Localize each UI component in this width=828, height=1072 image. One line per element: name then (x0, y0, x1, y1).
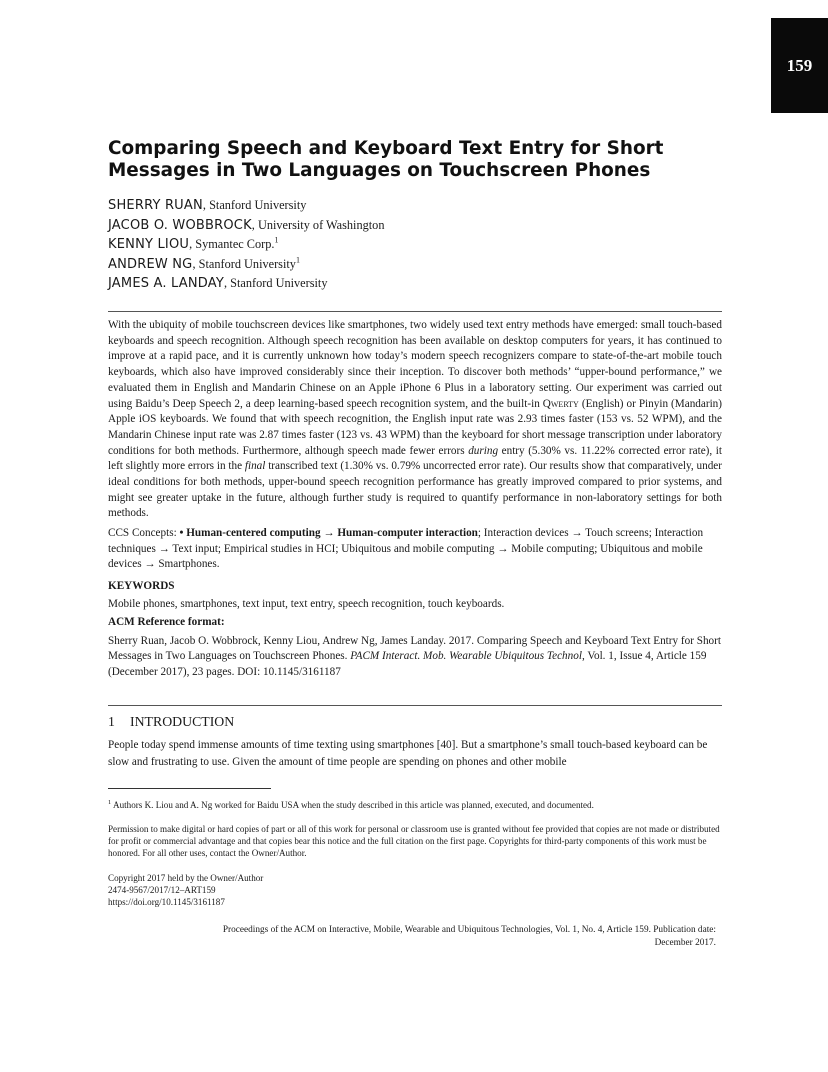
abstract-bottom-rule (108, 705, 722, 706)
author-affiliation: , Stanford University (192, 256, 296, 271)
author-affiliation: , Stanford University (202, 198, 307, 212)
author-name: SHERRY RUAN (108, 198, 203, 213)
author-name: KENNY LIOU (108, 237, 190, 253)
section-heading (108, 714, 234, 730)
ccs-rest: ; Interaction devices → Touch screens; Interaction techniques → Text input; Empirical studies in HCI; Ubiquitous and mobile computing → Mobile computing; Ubiquitous and mobile devices → Smartphones. (108, 527, 704, 571)
proceedings-date: December 2017. (654, 937, 716, 948)
author-affiliation: , Symantec Corp. (189, 237, 275, 252)
copyright-block (108, 872, 722, 908)
section-number: 1 (108, 714, 115, 729)
footnote (108, 797, 722, 811)
footnote-marker: 1 (295, 255, 300, 265)
keywords-text: Mobile phones, smartphones, text input, text entry, speech recognition, touch keyboards. (108, 598, 505, 610)
author-list (108, 196, 708, 294)
reference-journal: PACM Interact. Mob. Wearable Ubiquitous Technol, (350, 650, 585, 663)
author-affiliation: , Stanford University (224, 276, 328, 291)
abstract-text: With the ubiquity of mobile touchscreen devices like smartphones, two widely used text entry methods have emerged: small touch-based keyboards and speech recognition. Although speech recognition has been available on desktop computers for years, it has continued to improve at a rapid pace, and it is currently unknown how today’s modern speech recognizers compare to state-of-the-art mobile touch keyboards, which also have improved considerably since their inception. To discover both methods’ “upper-bound performance,” we evaluated them in English and Mandarin Chinese on an Apple iPhone 6 Plus in a laboratory setting. Our experiment was carried out using Baidu’s Deep Speech 2, a deep learning-based speech recognition system, and the built-in (108, 319, 722, 410)
acm-reference-heading: ACM Reference format: (108, 616, 225, 628)
author-entry (108, 216, 708, 236)
footnote-marker: 1 (274, 235, 279, 245)
author-entry (108, 235, 708, 255)
ccs-concepts (108, 526, 722, 573)
section-title: INTRODUCTION (130, 714, 235, 729)
page-number-tab (771, 18, 828, 113)
footnote-text: Authors K. Liou and A. Ng worked for Baidu USA when the study described in this article was planned, executed, and documented. (111, 800, 594, 811)
paper-title: Comparing Speech and Keyboard Text Entry for Short Messages in Two Languages on Touchscreen Phones (108, 138, 664, 181)
doi-link[interactable]: https://doi.org/10.1145/3161187 (108, 897, 225, 907)
proceedings-line: Proceedings of the ACM on Interactive, Mobile, Wearable and Ubiquitous Technologies, Vol. 1, No. 4, Article 159. Publication date: (222, 925, 716, 935)
author-name: JAMES A. LANDAY (108, 276, 225, 292)
intro-paragraph: People today spend immense amounts of time texting using smartphones [40]. But a smartphone’s small touch-based keyboard can be slow and frustrating to use. Given the amount of time people are spending on phones and other mobile (108, 739, 708, 768)
ccs-primary: • Human-centered computing → Human-computer interaction (179, 527, 478, 539)
abstract (108, 318, 722, 522)
abstract-text: (English) or Pinyin (Mandarin) Apple iOS keyboards. We found that with speech recognition, the English input rate was 2.93 times faster (153 vs. 52 WPM), and the Mandarin Chinese input rate was 2.87 times faster (123 vs. 43 WPM) than the keyboard for short message transcription under laboratory conditions for both methods. Furthermore, although speech made fewer errors (108, 397, 722, 457)
keywords-heading: KEYWORDS (108, 580, 175, 592)
abstract-emphasis: final (244, 460, 266, 473)
abstract-text: transcribed text (1.30% vs. 0.79% uncorrected error rate). Our results show that comparatively, under ideal conditions for both methods, upper-bound speech recognition performance has greatly improved compared to prior systems, and might see greater uptake in the future, although further study is required to quantify performance in non-laboratory settings for both methods. (108, 460, 722, 520)
abstract-top-rule (108, 311, 722, 312)
author-name: JACOB O. WOBBROCK (108, 217, 252, 233)
permission-notice: Permission to make digital or hard copies of part or all of this work for personal or classroom use is granted without fee provided that copies are not made or distributed for profit or commercial advantage and that copies bear this notice and the full citation on the first page. Copyrights for third-party components of this work must be honored. For all other uses, contact the Owner/Author. (108, 824, 720, 858)
abstract-text: Qwerty (542, 397, 579, 410)
footnote-rule (108, 788, 271, 789)
reference-text: Sherry Ruan, Jacob O. Wobbrock, Kenny Liou, Andrew Ng, James Landay. 2017. Comparing Speech and Keyboard Text Entry for Short Messages in Two Languages on Touchscreen Phones. (108, 635, 721, 663)
ccs-label: CCS Concepts: (108, 527, 180, 539)
page-number: 159 (786, 55, 813, 75)
acm-reference-text (108, 634, 722, 680)
abstract-emphasis: during (468, 444, 499, 457)
author-entry (108, 196, 708, 216)
author-entry (108, 274, 708, 294)
author-entry (108, 255, 708, 275)
copyright-line: Copyright 2017 held by the Owner/Author (108, 873, 264, 883)
abstract-text: entry (5.30% vs. 11.22% corrected error rate), it left slightly more errors in the (108, 444, 723, 473)
author-affiliation: , University of Washington (251, 217, 385, 232)
proceedings-footer (108, 924, 716, 949)
reference-text: Vol. 1, Issue 4, Article 159 (December 2017), 23 pages. DOI: 10.1145/3161187 (108, 650, 707, 678)
issn-line: 2474-9567/2017/12–ART159 (108, 885, 216, 895)
footnote-mark: 1 (108, 799, 112, 806)
author-name: ANDREW NG (108, 256, 193, 272)
